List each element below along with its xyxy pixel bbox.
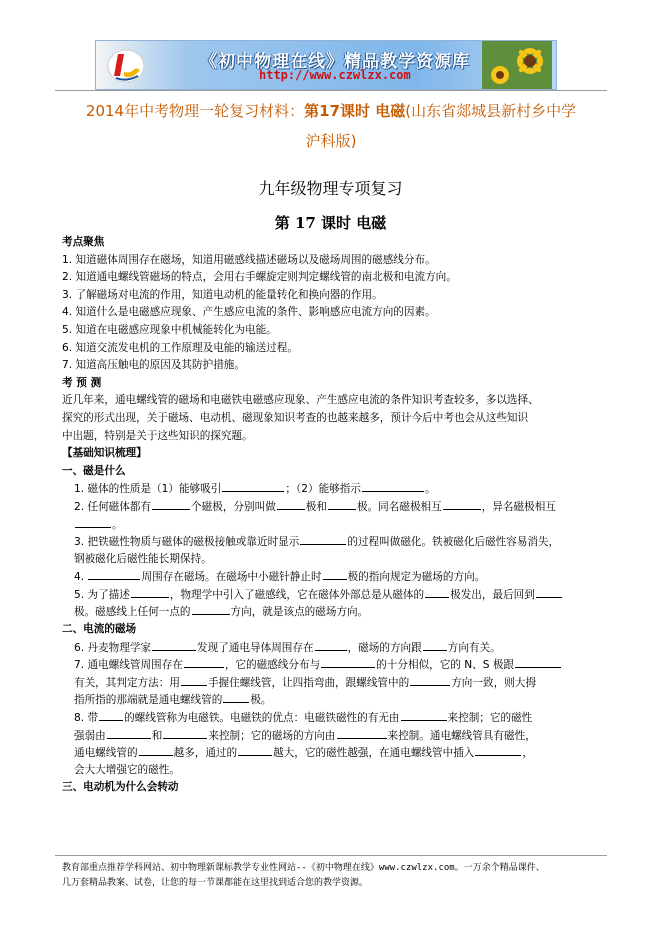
line-text: 的过程叫做磁化。铁被磁化后磁性容易消失， — [347, 536, 560, 549]
line-text: 和 — [151, 729, 163, 742]
line-text: 方向一致，则大拇 — [451, 676, 536, 689]
text-line — [62, 779, 600, 797]
footer-divider — [55, 855, 607, 856]
line-text: 手握住螺线管，让四指弯曲，跟螺线管中的 — [207, 676, 410, 689]
answer-blank — [152, 639, 196, 651]
footer-line-2: 几万套精品教案、试卷，让您的每一节课都能在这里找到适合您的教学资源。 — [62, 878, 369, 888]
answer-blank — [401, 709, 447, 721]
answer-blank — [315, 639, 347, 651]
line-text: 极的指向规定为磁场的方向。 — [347, 571, 486, 584]
line-text: ，磁场的方向跟 — [347, 641, 422, 654]
line-text: 越多，通过的 — [173, 747, 238, 760]
line-text: ，它的磁感线分布与 — [224, 659, 321, 672]
title-suffix: (山东省郯城县新村乡中学 — [405, 102, 577, 120]
line-text: 极发出，最后回到 — [450, 588, 535, 601]
text-line — [62, 480, 600, 498]
line-text: 。 — [424, 483, 436, 496]
text-line — [62, 621, 600, 639]
line-text: 发现了通电导体周围存在 — [197, 641, 314, 654]
title-line2: 沪科版) — [305, 132, 357, 150]
text-line — [62, 340, 600, 358]
line-text: 考点聚焦 — [62, 236, 105, 248]
text-line — [62, 709, 600, 727]
text-line — [62, 234, 600, 252]
line-text: 。 — [112, 518, 123, 531]
answer-blank — [410, 674, 450, 686]
line-text: 钢被磁化后磁性能长期保持。 — [74, 552, 212, 565]
answer-blank — [107, 727, 151, 739]
answer-blank — [222, 480, 284, 492]
line-text: 三、电动机为什么会转动 — [62, 781, 179, 794]
line-text: 5. 知道在电磁感应现象中机械能转化为电能。 — [62, 323, 277, 336]
answer-blank — [362, 480, 424, 492]
line-text: ；（2）能够指示 — [285, 483, 361, 496]
line-text: 极。 — [250, 694, 272, 707]
line-text: 会大大增强它的磁性。 — [74, 763, 180, 776]
line-text: 7. 通电螺线管周围存在 — [74, 659, 183, 672]
text-line — [62, 304, 600, 322]
text-line — [62, 762, 600, 780]
text-line — [62, 357, 600, 375]
line-text: 极和 — [305, 500, 327, 513]
banner-title: 《初中物理在线》精品教学资源库 — [200, 52, 470, 72]
line-text: 个磁极，分别叫做 — [191, 500, 276, 513]
answer-blank — [425, 586, 449, 598]
line-text: 强弱由 — [74, 729, 106, 742]
answer-blank — [321, 656, 375, 668]
line-text: 来控制；它的磁场的方向由 — [208, 729, 336, 742]
lesson-heading: 第 17 课时 电磁 — [274, 214, 387, 232]
text-line — [62, 375, 600, 393]
text-line — [62, 586, 600, 604]
banner-url[interactable]: http://www.czwlzx.com — [259, 68, 411, 82]
text-line — [62, 744, 600, 762]
answer-blank — [300, 533, 346, 545]
line-text: 8. 带 — [74, 712, 99, 725]
line-text: 3. 把铁磁性物质与磁体的磁极接触或靠近时显示 — [74, 536, 300, 549]
line-text: 中出题，特别是关于这些知识的探究题。 — [62, 429, 253, 442]
answer-blank — [238, 744, 272, 756]
text-line — [62, 603, 600, 621]
line-text: ， — [522, 747, 533, 760]
answer-blank — [515, 656, 561, 668]
line-text: 考 预 测 — [62, 376, 102, 389]
answer-blank — [99, 709, 123, 721]
line-text: 4. — [74, 571, 88, 584]
document-body — [62, 234, 600, 797]
site-logo-icon — [106, 46, 146, 84]
answer-blank — [475, 744, 521, 756]
line-text: 来控制；它的磁性 — [447, 712, 533, 725]
text-line — [62, 428, 600, 446]
line-text: 周围存在磁场。在磁场中小磁针静止时 — [141, 571, 322, 584]
text-line — [62, 551, 600, 569]
line-text: 探究的形式出现，关于磁场、电动机、磁现象知识考查的也越来越多，预计今后中考也会从这些知识 — [62, 411, 529, 424]
title-bold: 第17课时 电磁 — [304, 102, 406, 120]
document-title — [55, 96, 607, 156]
line-text: 2. 知道通电螺线管磁场的特点，会用右手螺旋定则判定螺线管的南北极和电流方向。 — [62, 271, 457, 284]
text-line — [62, 691, 600, 709]
answer-blank — [184, 656, 224, 668]
text-line — [62, 269, 600, 287]
header-divider — [55, 90, 607, 91]
line-text: 3. 了解磁场对电流的作用，知道电动机的能量转化和换向器的作用。 — [62, 288, 383, 301]
line-text: 5. 为了描述 — [74, 588, 130, 601]
line-text: 一、磁是什么 — [62, 464, 126, 477]
line-text: 指所指的那端就是通电螺线管的 — [74, 694, 223, 707]
line-text: ，异名磁极相互 — [481, 500, 556, 513]
text-line — [62, 463, 600, 481]
sunflower-icon — [482, 41, 552, 89]
text-line — [62, 568, 600, 586]
line-text: 7. 知道高压触电的原因及其防护措施。 — [62, 359, 245, 372]
answer-blank — [181, 674, 207, 686]
line-text: 的十分相似，它的 N、S 极跟 — [376, 659, 515, 672]
title-prefix: 2014年中考物理一轮复习材料： — [85, 102, 305, 120]
text-line — [62, 392, 600, 410]
answer-blank — [88, 568, 140, 580]
page-footer — [62, 861, 602, 891]
answer-blank — [337, 727, 387, 739]
text-line — [62, 674, 600, 692]
text-line — [62, 727, 600, 745]
answer-blank — [75, 516, 111, 528]
line-text: 的螺线管称为电磁铁。电磁铁的优点：电磁铁磁性的有无由 — [124, 712, 400, 725]
line-text: 6. 知道交流发电机的工作原理及电能的输送过程。 — [62, 341, 298, 354]
text-line — [62, 639, 600, 657]
answer-blank — [223, 691, 249, 703]
text-line — [62, 533, 600, 551]
line-text: 有关，其判定方法：用 — [74, 676, 180, 689]
line-text: 1. 磁体的性质是（1）能够吸引 — [74, 483, 222, 496]
text-line — [62, 410, 600, 428]
text-line — [62, 498, 600, 516]
line-text: ，物理学中引入了磁感线，它在磁体外部总是从磁体的 — [169, 588, 425, 601]
line-text: 方向有关。 — [447, 641, 501, 654]
answer-blank — [139, 744, 173, 756]
line-text: 越大，它的磁性越强，在通电螺线管中插入 — [273, 747, 475, 760]
line-text: 二、电流的磁场 — [62, 623, 137, 636]
answer-blank — [152, 498, 190, 510]
line-text: 1. 知道磁体周围存在磁场，知道用磁感线描述磁场以及磁场周围的磁感线分布。 — [62, 253, 436, 266]
answer-blank — [131, 586, 169, 598]
line-text: 2. 任何磁体都有 — [74, 500, 152, 513]
line-text: 通电螺线管的 — [74, 747, 138, 760]
answer-blank — [323, 568, 347, 580]
line-text: 极。同名磁极相互 — [356, 500, 442, 513]
line-text: 4. 知道什么是电磁感应现象、产生感应电流的条件、影响感应电流方向的因素。 — [62, 306, 436, 319]
answer-blank — [536, 586, 562, 598]
line-text: 极。磁感线上任何一点的 — [74, 606, 191, 619]
text-line — [62, 656, 600, 674]
line-text: 近几年来，通电螺线管的磁场和电磁铁电磁感应现象、产生感应电流的条件知识考查较多，多以选择、 — [62, 394, 539, 407]
line-text: 6. 丹麦物理学家 — [74, 641, 152, 654]
answer-blank — [328, 498, 356, 510]
footer-line-1: 教育部重点推荐学科网站、初中物理新课标教学专业性网站--《初中物理在线》www.czwlzx.com。一万余个精品课件、 — [62, 863, 545, 873]
answer-blank — [443, 498, 481, 510]
answer-blank — [277, 498, 305, 510]
line-text: 【基础知识梳理】 — [62, 447, 147, 460]
text-line — [62, 516, 600, 534]
text-line — [62, 252, 600, 270]
line-text: 来控制。通电螺线管具有磁性， — [387, 729, 536, 742]
answer-blank — [163, 727, 207, 739]
header-banner — [95, 40, 557, 90]
line-text: 方向，就是该点的磁场方向。 — [230, 606, 369, 619]
text-line — [62, 445, 600, 463]
answer-blank — [423, 639, 447, 651]
answer-blank — [192, 603, 230, 615]
section-heading: 九年级物理专项复习 — [258, 179, 403, 198]
text-line — [62, 322, 600, 340]
text-line — [62, 287, 600, 305]
